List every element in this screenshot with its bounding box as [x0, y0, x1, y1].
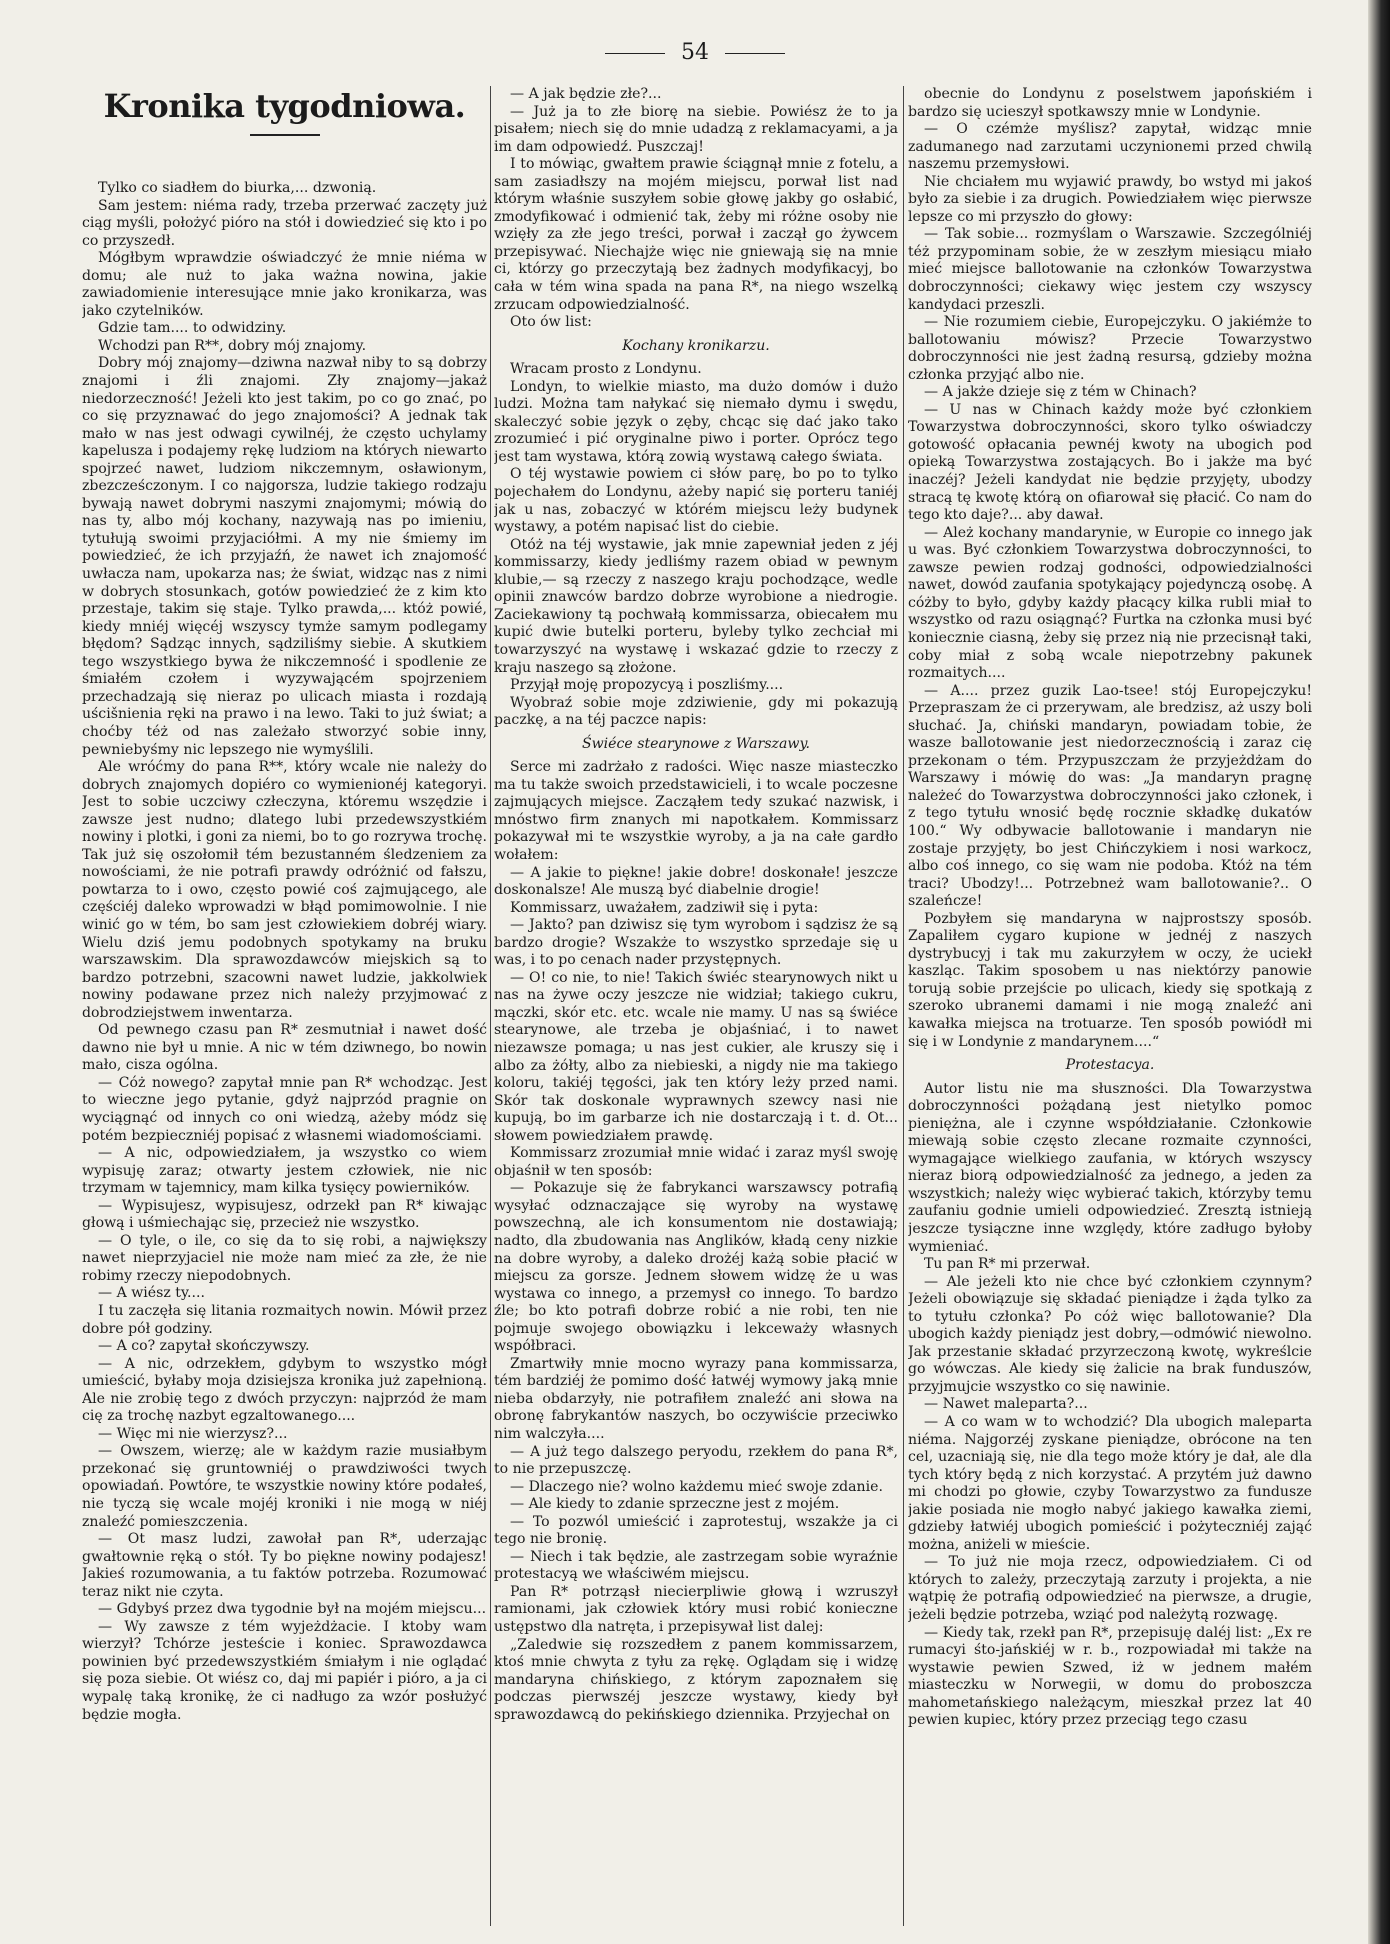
paragraph: Od pewnego czasu pan R* zesmutniał i nawet dość dawno nie był u mnie. A nic w tém dziwnego, bo nowin mało, cisza ogólna. [82, 1022, 487, 1074]
paragraph: — A wiész ty.... [98, 1285, 205, 1302]
paragraph: — Ależ kochany mandarynie, w Europie co innego jak u was. Być członkiem Towarzystwa dobroczynności, to zawsze pewien rodzaj godności, odpowiedzialności nawet, dowód zaufania spotykający pojedynczą osobę. A cóżby to było, gdyby każdy płacący kilka rubli miał to wszystko od razu osiągnąć? Furtka na członka musi być koniecznie ciasną, żeby się przez nią nie przecisnął taki, coby miał z sobą wcale niepotrzebny pakunek rozmaitych.... [908, 524, 1312, 682]
paragraph: — O czémże myślisz? zapytał, widząc mnie zadumanego nad zarzutami uczynionemi przed chwilą naszemu przemysłowi. [908, 121, 1312, 173]
paragraph: Serce mi zadrżało z radości. Więc nasze miasteczko ma tu także swoich przedstawicieli, i to wcale poczesne zajmujących miejsce. Zacząłem tedy szukać nazwisk, i mnóstwo firm znanych mi napotkałem. Kommissarz pokazywał mi te wszystkie wyroby, a ja na całe gardło wołałem: [494, 759, 898, 863]
article-title: Kronika tygodniowa. [103, 87, 466, 125]
title-rule [250, 134, 320, 136]
paragraph: — To już nie moja rzecz, odpowiedziałem. Ci od których to zależy, przeczytają zarzuty i projekta, a nie wątpię że potrafią odpowiedzieć na pierwsze, a drugie, jeżeli będzie potrzeba, wziąć pod należytą rozwagę. [908, 1554, 1312, 1624]
paragraph: — A co? zapytał skończywszy. [98, 1338, 310, 1355]
paragraph: Oto ów list: [510, 314, 592, 331]
paragraph: obecnie do Londynu z poselstwem japońskiém i bardzo się ucieszył spotkawszy mnie w Londynie. [908, 86, 1312, 120]
paragraph: — Owszem, wierzę; ale w każdym razie musiałbym przekonać się gruntowniéj o prawdziwości twych opowiadań. Powtóre, te wszystkie nowiny które podałeś, nie tyczą się wcale mojéj kroniki i nie mogą w niéj znaleźć pomieszczenia. [82, 1443, 487, 1530]
paragraph: I tu zaczęła się litania rozmaitych nowin. Mówił przez dobre pół godziny. [82, 1303, 487, 1337]
paragraph: — A.... przez guzik Lao-tsee! stój Europejczyku! Przepraszam że ci przerywam, ale bredzisz, aż uszy boli słuchać. Ja, chiński mandaryn, powiadam tobie, że wasze ballotowanie jest niedorzecznością i zaraz cię przekonam o tém. Przypuszczam że przyjeżdżam do Warszawy i mówię do was: „Ja mandaryn pragnę należeć do Towarzystwa dobroczynności jako członek, i z tego tytułu wnosić będę rocznie składkę dukatów 100.“ Wy odbywacie ballotowanie i mandaryn nie zostaje przyjęty, bo jest Chińczykiem i nosi warkocz, albo coś innego, co się wam nie podoba. Któż na tém traci? Ubodzy!... Potrzebneż wam ballotowanie?.. O szaleńcze! [908, 682, 1312, 910]
paragraph: Tylko co siadłem do biurka,... dzwonią. [98, 180, 377, 196]
paragraph: — A już tego dalszego peryodu, rzekłem do pana R*, to nie przepuszczę. [494, 1443, 898, 1478]
letter-salutation: Kochany kronikarzu. [622, 337, 770, 354]
paragraph: — Nie rozumiem ciebie, Europejczyku. O jakiémże to ballotowaniu mówisz? Przecie Towarzystwo dobroczynności nie jest żadną resursą, gdzieby można członka przyjąć albo nie. [908, 314, 1312, 383]
paragraph: Pozbyłem się mandaryna w najprostszy sposób. Zapaliłem cygaro kupione w jednéj z naszych dystrybucyj i tak mu zakurzyłem w oczy, że uciekł kaszląc. Takim sposobem u nas niektórzy panowie torują sobie przejście po ulicach, kiedy się spotkają z szeroko ubranemi damami i nie mogą znaleźć ani kawałka miejsca na trotuarze. Ten sposób powiódł mi się i w Londynie z mandarynem....“ [908, 910, 1312, 1050]
column-1 [82, 86, 487, 1926]
paragraph: Pan R* potrząsł niecierpliwie głową i wzruszył ramionami, jak człowiek który musi robić konieczne ustępstwo dla natręta, i przepisywał list dalej: [494, 1583, 898, 1636]
paragraph: Gdzie tam.... to odwidziny. [98, 320, 287, 337]
paragraph: — Już ja to złe biorę na siebie. Powiész że to ja pisałem; niech się do mnie udadzą z reklamacyami, a ja im dam odpowiedź. Puszczaj! [494, 103, 898, 155]
paragraph: Kommissarz, uważałem, zadziwił się i pyta: [510, 899, 819, 916]
column-rule [903, 86, 904, 1926]
paragraph: — Gdybyś przez dwa tygodnie był na mojém miejscu... [98, 1601, 487, 1618]
paragraph: „Zaledwie się rozszedłem z panem kommissarzem, ktoś mnie chwyta z tyłu za rękę. Oglądam się i widzę mandaryna chińskiego, z którym zapoznałem się podczas pierwszéj jeszcze wystawy, kiedy był sprawozdawcą do pekińskiego dziennika. Przyjechał on [494, 1636, 898, 1723]
section-heading: Protestacya. [1065, 1057, 1155, 1074]
paragraph: — A jakie to piękne! jakie dobre! doskonałe! jeszcze doskonalsze! Ale muszą być diabelnie drogie! [494, 864, 898, 899]
paragraph: — Wy zawsze z tém wyjeżdżacie. I ktoby wam wierzył? Tchórze jesteście i koniec. Sprawozdawca powinien być przedewszystkiém śmiałym i nie oglądać się poza siebie. Ot wiész co, daj mi papiér i pióro, a ja ci wypalę taką kronikę, że ci nadługo za wzór posłużyć będzie mogła. [82, 1618, 487, 1723]
paragraph: — U nas w Chinach każdy może być członkiem Towarzystwa dobroczynności, skoro tylko oświadczy gotowość opłacania pewnéj kwoty na ubogich pod opieką Towarzystwa zostających. Bo i jakże ma być inaczéj? Jeżeli kandydat nie będzie przyjęty, ubodzy stracą tę kwotę którą on ofiarował się płacić. Co nam do tego kto daje?... aby dawał. [908, 401, 1312, 524]
paragraph: — O! co nie, to nie! Takich świéc stearynowych nikt u nas na żywe oczy jeszcze nie widział; takiego cukru, mączki, skór etc. etc. wcale nie mamy. U nas są świéce stearynowe, ale trzeba je objaśniać, i to nawet niezawsze pomaga; u nas jest cukier, ale kruszy się i albo za żółty, albo za niebieski, a nigdy nie ma takiego koloru, takiéj tęgości, jak ten który leży przed nami. Skór tak doskonale wyprawnych szewcy nasi nie kupują, bo im garbarze ich nie dostarczają i t. d. Ot... słowem powiedziałem prawdę. [494, 969, 898, 1144]
paragraph: — Tak sobie... rozmyślam o Warszawie. Szczególniéj téż przypominam sobie, że w zeszłym miesiącu miało mieć miejsce ballotowanie na członków Towarzystwa dobroczynności; ciekawy więc jestem czy wszyscy kandydaci przeszli. [908, 226, 1312, 313]
paragraph: — Ot masz ludzi, zawołał pan R*, uderzając gwałtownie ręką o stół. Ty bo piękne nowiny podajesz! Jakieś rozumowania, a tu faktów potrzeba. Rozumować teraz nikt nie czyta. [82, 1531, 487, 1600]
paragraph: — A nic, odrzekłem, gdybym to wszystko mógł umieścić, byłaby moja dzisiejsza kronika już zapełnioną. Ale nie zrobię tego z dwóch przyczyn: najprzód że mam cię za trochę nazbyt egzaltowanego.... [82, 1355, 487, 1425]
paragraph: Nie chciałem mu wyjawić prawdy, bo wstyd mi jakoś było za siebie i za drugich. Powiedziałem więc pierwsze lepsze co mi przyszło do głowy: [908, 173, 1312, 225]
paragraph: — Wypisujesz, wypisujesz, odrzekł pan R* kiwając głową i uśmiechając się, przecież nie wszystko. [82, 1197, 487, 1232]
paragraph: Dobry mój znajomy—dziwna nazwał niby to są dobrzy znajomi i źli znajomi. Zły znajomy—jakaż niedorzeczność! Jeżeli kto jest takim, po co go znać, po co się przyznawać do jego znajomości? A jednak tak mało w nas jest odwagi cywilnéj, że często uchylamy kapelusza i podajemy rękę ludziom na których niewarto spojrzeć nawet, ludziom nikczemnym, osławionym, zbezcześczonym. I co najgorsza, ludzie takiego rodzaju bywają nawet dobrymi naszymi znajomymi; mówią do nas ty, albo mój kochany, nazywają nas po imieniu, tytułują swoimi przyjaciółmi. A my nie śmiemy im powiedzieć, że ich przyjaźń, że nawet ich znajomość uwłacza nam, upokarza nas; że świat, widząc nas z nimi w dobrych stosunkach, gotów powiedzieć że z kim kto przestaje, takim się staje. Tylko prawda,... któż powié, kiedy mniéj więcéj wszyscy tymże samym podlegamy błędom? Sądząc innych, sądziliśmy siebie. A skutkiem tego wszystkiego bywa że nikczemność i spodlenie ze śmiałém czołem i wyzywającém spojrzeniem przechadzają się nieraz po ulicach miasta i rozdają uścišnienia ręki na prawo i na lewo. Taki to już świat; a choćby téż od nas zależało stworzyć sobie inny, pewniebyśmy nic lepszego nie wymyślili. [82, 355, 487, 758]
paragraph: Wyobraź sobie moje zdziwienie, gdy mi pokazują paczkę, a na téj paczce napis: [494, 694, 898, 729]
paragraph: — Ale jeżeli kto nie chce być członkiem czynnym? Jeżeli obowiązuje się składać pieniądze i żąda tylko za to tytułu członka? Po cóż więc ballotowanie? Dla ubogich każdy pieniądz jest dobry,—odmówić niewolno. Jak przestanie składać przyrzeczoną kwotę, wykreślcie go wówczas. Ale kiedy się żalicie na brak funduszów, przyjmujcie wszystko co się nawinie. [908, 1273, 1312, 1395]
paragraph: — To pozwól umieścić i zaprotestuj, wszakże ja ci tego nie bronię. [494, 1513, 898, 1548]
column-3 [908, 86, 1312, 1926]
column-2 [494, 86, 898, 1926]
paragraph: Tu pan R* mi przerwał. [924, 1256, 1091, 1273]
paragraph: Mógłbym wprawdzie oświadczyć że mnie niéma w domu; ale nuż to jaka ważna nowina, jakie zawiadomienie interesujące mnie jako kronikarza, was jako czytelników. [82, 250, 487, 319]
paragraph: I to mówiąc, gwałtem prawie ściągnął mnie z fotelu, a sam zasiadłszy na mojém miejscu, porwał list nad którym właśnie suszyłem sobie głowę jakby go osłabić, zmodyfikować i odmienić tak, żeby mi różne osoby nie wzięły za złe jego treści, porwał i zaczął go żywcem przepisywać. Niechajże więc nie gniewają się na mnie ci, którzy go przeczytają bez żadnych modyfikacyj, bo cała w tém wina spada na pana R*, na niego wszelką zrzucam odpowiedzialność. [494, 156, 898, 313]
paragraph: Autor listu nie ma słuszności. Dla Towarzystwa dobroczynności pożądaną jest nietylko pomoc pieniężna, ale i czynne współdziałanie. Członkowie miewają sobie często zlecane rozmaite czynności, wymagające wielkiego zaufania, w których wszyscy nieraz biorą odpowiedzialność za jednego, a jeden za wszystkich; należy więc wybierać takich, którzyby temu zaufaniu godnie umieli odpowiedzieć. Zresztą istnieją jeszcze tysiączne inne względy, które zadługo byłoby wymieniać. [908, 1080, 1312, 1255]
paragraph: Londyn, to wielkie miasto, ma dużo domów i dużo ludzi. Można tam nałykać się niemało dymu i swędu, skaleczyć sobie język o zęby, chcąc się dać jako tako zrozumieć i pić oryginalne piwo i porter. Oprócz tego jest tam wystawa, którą zowią wystawą całego świata. [494, 378, 898, 465]
paragraph: — Pokazuje się że fabrykanci warszawscy potrafią wysyłać odznaczające się wyroby na wystawę powszechną, ale ich konsumentom nie dostawiają; nadto, dla zbudowania nas Anglików, kładą ceny nizkie na dobre wyroby, a daleko drożéj każą sobie płacić w miejscu za gorsze. Jednem słowem widzę że u was wystawa co innego, a przemysł co innego. To bardzo źle; bo kto potrafi dobrze robić a nie robi, ten nie pojmuje swojego obowiązku i lekceważy własnych współbraci. [494, 1180, 898, 1355]
paragraph: Sam jestem: niéma rady, trzeba przerwać zaczęty już ciąg myśli, położyć pióro na stół i dowiedzieć się kto i po co przyszedł. [82, 197, 487, 249]
paragraph: — Dlaczego nie? wolno każdemu mieć swoje zdanie. [510, 1478, 883, 1495]
paragraph: — A jakże dzieje się z tém w Chinach? [924, 384, 1197, 401]
paragraph: — Cóż nowego? zapytał mnie pan R* wchodząc. Jest to wieczne jego pytanie, gdyż najprzód pragnie on wyciągnąć od innych co oni wiedzą, ażeby módz się potém bezpieczniéj popisać z własnemi wiadomościami. [82, 1074, 487, 1144]
paragraph: — A nic, odpowiedziałem, ja wszystko co wiem wypisuję zaraz; otwarty jestem człowiek, nie nic trzymam w tajemnicy, mam kilka tysięcy powierników. [82, 1145, 487, 1197]
paragraph: Przyjął moję propozycyą i poszliśmy.... [510, 677, 784, 694]
paragraph: Zmartwiły mnie mocno wyrazy pana kommissarza, tém bardziéj że pomimo dość łatwéj wymowy jaką mnie nieba obdarzyły, nie potrafiłem znaleźć ani słowa na obronę fabrykantów naszych, bo oczywiście przeciwko nim walczyła.... [494, 1355, 898, 1443]
paragraph: — A co wam w to wchodzić? Dla ubogich maleparta niéma. Najgorzéj zyskane pieniądze, obrócone na ten cel, uzacniają się, nie dla tego może który je dał, ale dla tych który będą z nich korzystać. A przytém już dawno mi chodzi po głowie, czyby Towarzystwo za fundusze jakie posiada nie mogło nabyć jakiego kawałka ziemi, gdzieby łatwiéj ubogich pomieścić i pożyteczniéj zająć można, aniżeli w mieście. [908, 1414, 1312, 1553]
paragraph: Ale wróćmy do pana R**, który wcale nie należy do dobrych znajomych dopiéro co wymienionéj kategoryi. Jest to sobie uczciwy człeczyna, któremu wszędzie i zawsze jest nudno; dlatego lubi przedewszystkiém nowiny i plotki, i goni za niemi, bo to go rozrywa trochę. Tak już się oszołomił tém bezustanném śledzeniem za nowościami, że nie potrafi prawdy odróżnić od fałszu, powtarza to i owo, często powié coś zajmującego, ale częściéj daleko wprowadzi w błąd pomimowolnie. I nie winić go w tém, bo sam jest człowiekiem dobréj wiary. Wielu dziś jemu podobnych spotykamy na bruku warszawskim. Dla sprawozdawców miejskich są to bardzo potrzebni, szacowni nawet ludzie, jakkolwiek nowiny podawane przez nich należy przyjmować z dobrodziejstwem inwentarza. [82, 759, 487, 1021]
scan-edge [1368, 0, 1390, 1944]
package-inscription: Świéce stearynowe z Warszawy. [581, 735, 811, 752]
column-rule [490, 86, 491, 1926]
paragraph: Otóż na téj wystawie, jak mnie zapewniał jeden z jéj kommissarzy, kiedy jedliśmy razem obiad w pewnym klubie,— są rzeczy z naszego kraju pochodzące, wedle opinii znawców bardzo dobrze wyrobione a niedrogie. Zaciekawiony tą pochwałą kommissarza, obiecałem mu kupić dwie butelki porteru, byleby tylko zechciał mi towarzyszyć na wystawę i wskazać gdzie to rzeczy z kraju naszego są złożone. [494, 536, 898, 676]
paragraph: — Więc mi nie wierzysz?... [98, 1425, 288, 1442]
paragraph: Wracam prosto z Londynu. [510, 361, 702, 378]
paragraph: — A jak będzie złe?... [510, 86, 662, 102]
page-number: 54 [0, 40, 1390, 65]
paragraph: — Jakto? pan dziwisz się tym wyrobom i sądzisz że są bardzo drogie? Wszakże to wszystko sprzedaje się u was, i to po cenach nader przystępnych. [494, 917, 898, 969]
paragraph: — Ale kiedy to zdanie sprzeczne jest z mojém. [510, 1496, 840, 1513]
paragraph: — O tyle, o ile, co się da to się robi, a największy nawet nieprzyjaciel nie może nam mieć za złe, że nie robimy rzeczy niepodobnych. [82, 1232, 487, 1284]
paragraph: — Niech i tak będzie, ale zastrzegam sobie wyraźnie protestacyą we właściwém miejscu. [494, 1548, 898, 1583]
paragraph: O téj wystawie powiem ci słów parę, bo po to tylko pojechałem do Londynu, ażeby napić się porteru taniéj jak u nas, zobaczyć w którém miejscu leży budynek wystawy, a potém napisać list do ciebie. [494, 466, 898, 536]
paragraph: Wchodzi pan R**, dobry mój znajomy. [98, 337, 367, 354]
paragraph: Kommissarz zrozumiał mnie widać i zaraz myśl swoję objaśnił w ten sposób: [494, 1145, 898, 1179]
paragraph: — Nawet maleparta?... [924, 1396, 1088, 1413]
paragraph: — Kiedy tak, rzekł pan R*, przepisuję daléj list: „Ex re rumacyi śto-jańskiéj w r. b., rozpowiadał mi także na wystawie pewien Szwed, iż w jednem małém miasteczku w Norwegii, w domu do proboszcza mahometańskiego należącym, mieszkał przez lat 40 pewien kupiec, który przez przeciąg tego czasu [908, 1624, 1312, 1729]
